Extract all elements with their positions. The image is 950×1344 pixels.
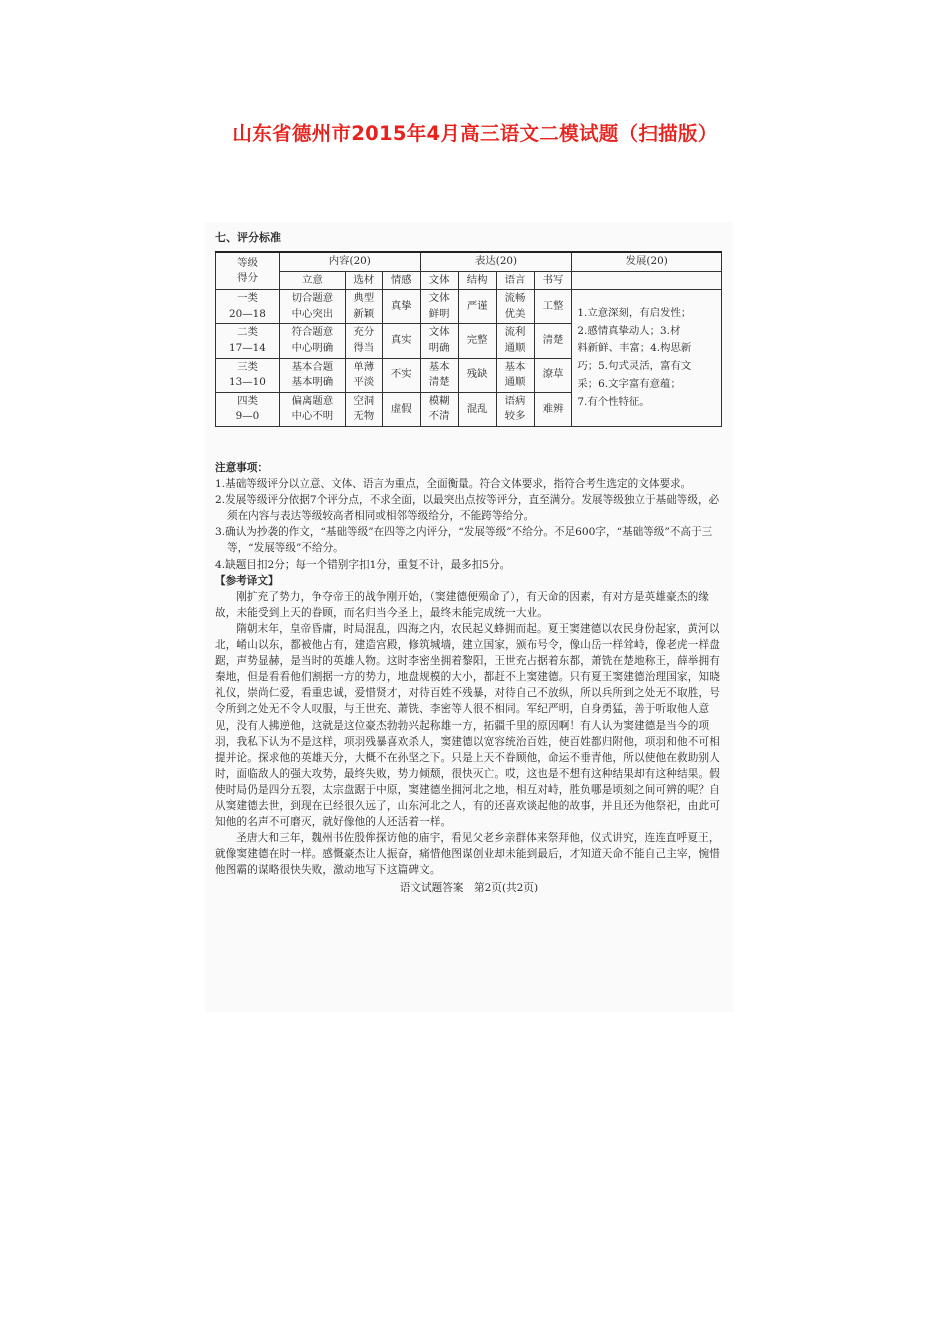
grade-row-1: 一类 20—18 切合题意 中心突出 典型 新颖 真挚 文体 鲜明 严谨 流畅 优美 工整 1.立意深刻，有启发性； 2.感情真挚动人；3.材 料新鲜、丰富；4.构思新 巧；5.句式灵活，富有文 采；6.文字富有意蕴； 7.有个性特征。 xyxy=(216,290,722,324)
note-item: 2.发展等级评分依据7个评分点，不求全面，以最突出点按等评分，直至满分。发展等级独立于基础等级，必须在内容与表达等级较高者相同或相邻等级给分，不能跨等给分。 xyxy=(215,494,720,523)
grading-table xyxy=(215,251,722,427)
note-item: 1.基础等级评分以立意、文体、语言为重点，全面衡量。符合文体要求，指符合考生选定的文体要求。 xyxy=(215,478,692,491)
page-footer: 语文试题答案 第2页(共2页) xyxy=(399,882,539,895)
expression-header: 表达(20) xyxy=(420,252,572,271)
reference-paragraph: 刚扩充了势力，争夺帝王的战争刚开始，（窦建德便殒命了），有天命的因素，有对方是英雄豪杰的缘故，未能受到上天的眷顾，而名归当今圣上，最终未能完成统一大业。 xyxy=(215,590,710,619)
grade-row-4: 四类 9—0 偏离题意 中心不明 空洞 无物 虚假 模糊 不清 混乱 语病 较多 难辨 xyxy=(216,392,722,426)
subheader-jiegou: 结构 xyxy=(458,271,496,290)
subheader-yuyan: 语言 xyxy=(496,271,534,290)
document-title: 山东省德州市2015年4月高三语文二模试题（扫描版） xyxy=(232,122,718,145)
note-item: 3.确认为抄袭的作文，“基础等级”在四等之内评分，“发展等级”不给分。不足600字，“基础等级”不高于三等，“发展等级”不给分。 xyxy=(215,526,713,555)
subheader-xuancai: 选材 xyxy=(345,271,382,290)
subheader-liyi: 立意 xyxy=(279,271,345,290)
content-header: 内容(20) xyxy=(279,252,420,271)
grade-header: 等级 得分 xyxy=(216,252,280,290)
reference-paragraph: 隋朝末年，皇帝昏庸，时局混乱，四海之内，农民起义蜂拥而起。夏王窦建德以农民身份起家，黄河以北，崤山以东，都被他占有，建造宫殿，修筑城墙，建立国家，颁布号令，像山岳一样耸峙，像老虎一样盘踞，声势显赫，是当时的英雄人物。这时李密坐拥着黎阳，王世充占据着东都，萧铣在楚地称王，薛举拥有秦地，但是看看他们割据一方的势力，地盘规模的大小，都赶不上窦建德。只有夏王窦建德治理国家，知晓礼仪，崇尚仁爱，看重忠诚，爱惜贤才，对待百姓不残暴，对待自己不放纵，所以兵所到之处无不取胜，号令所到之处无不令人叹服，与王世充、萧铣、李密等人很不相同。军纪严明，自身勇猛，善于听取他人意见，没有人拂逆他，这就是这位豪杰勃勃兴起称雄一方，拓疆千里的原因啊！有人认为窦建德是当今的项羽，我私下认为不是这样，项羽残暴喜欢杀人，窦建德以宽容统治百姓，使百姓都归附他，项羽和他不可相提并论。探求他的英雄天分，大概不在孙坚之下。只是上天不眷顾他，命运不垂青他，所以使他在救助别人时，面临敌人的强大攻势，最终失败，势力倾颓，很快灭亡。哎，这也是不想有这种结果却有这种结果。假使时局仍是四分五裂，太宗盘踞于中原，窦建德坐拥河北之地，相互对峙，胜负哪是顷刻之间可辨的呢？自从窦建德去世，到现在已经很久远了，山东河北之人，有的还喜欢谈起他的故事，并且还为他祭祀，由此可知他的名声不可磨灭，就好像他的人还活着一样。 xyxy=(215,622,720,829)
grade-row-3: 三类 13—10 基本合题 基本明确 单薄 平淡 不实 基本 清楚 残缺 基本 通顺 潦草 xyxy=(216,358,722,392)
subheader-shuxie: 书写 xyxy=(534,271,572,290)
notes-title: 注意事项： xyxy=(215,462,268,474)
note-item: 4.缺题目扣2分；每一个错别字扣1分，重复不计，最多扣5分。 xyxy=(215,558,511,571)
subheader-qinggan: 情感 xyxy=(382,271,420,290)
notes-section xyxy=(215,460,723,897)
section-heading: 七、评分标准 xyxy=(215,231,281,244)
development-header: 发展(20) xyxy=(572,252,722,271)
development-criteria: 1.立意深刻，有启发性； 2.感情真挚动人；3.材 料新鲜、丰富；4.构思新 巧；5.句式灵活，富有文 采；6.文字富有意蕴； 7.有个性特征。 xyxy=(572,290,722,427)
grade-row-2: 二类 17—14 符合题意 中心明确 充分 得当 真实 文体 明确 完整 流利 通顺 清楚 xyxy=(216,324,722,358)
reference-title: 【参考译文】 xyxy=(215,574,279,587)
subheader-wenti: 文体 xyxy=(420,271,458,290)
scanned-page xyxy=(205,222,733,1012)
reference-paragraph: 圣唐大和三年，魏州书佐殷侔探访他的庙宇，看见父老乡亲群体来祭拜他，仪式讲究，连连直呼夏王，就像窦建德在时一样。感慨豪杰让人振奋，痛惜他图谋创业却未能到最后，才知道天命不能自己主宰，惋惜他图霸的谋略很快失败，激动地写下这篇碑文。 xyxy=(215,832,720,877)
